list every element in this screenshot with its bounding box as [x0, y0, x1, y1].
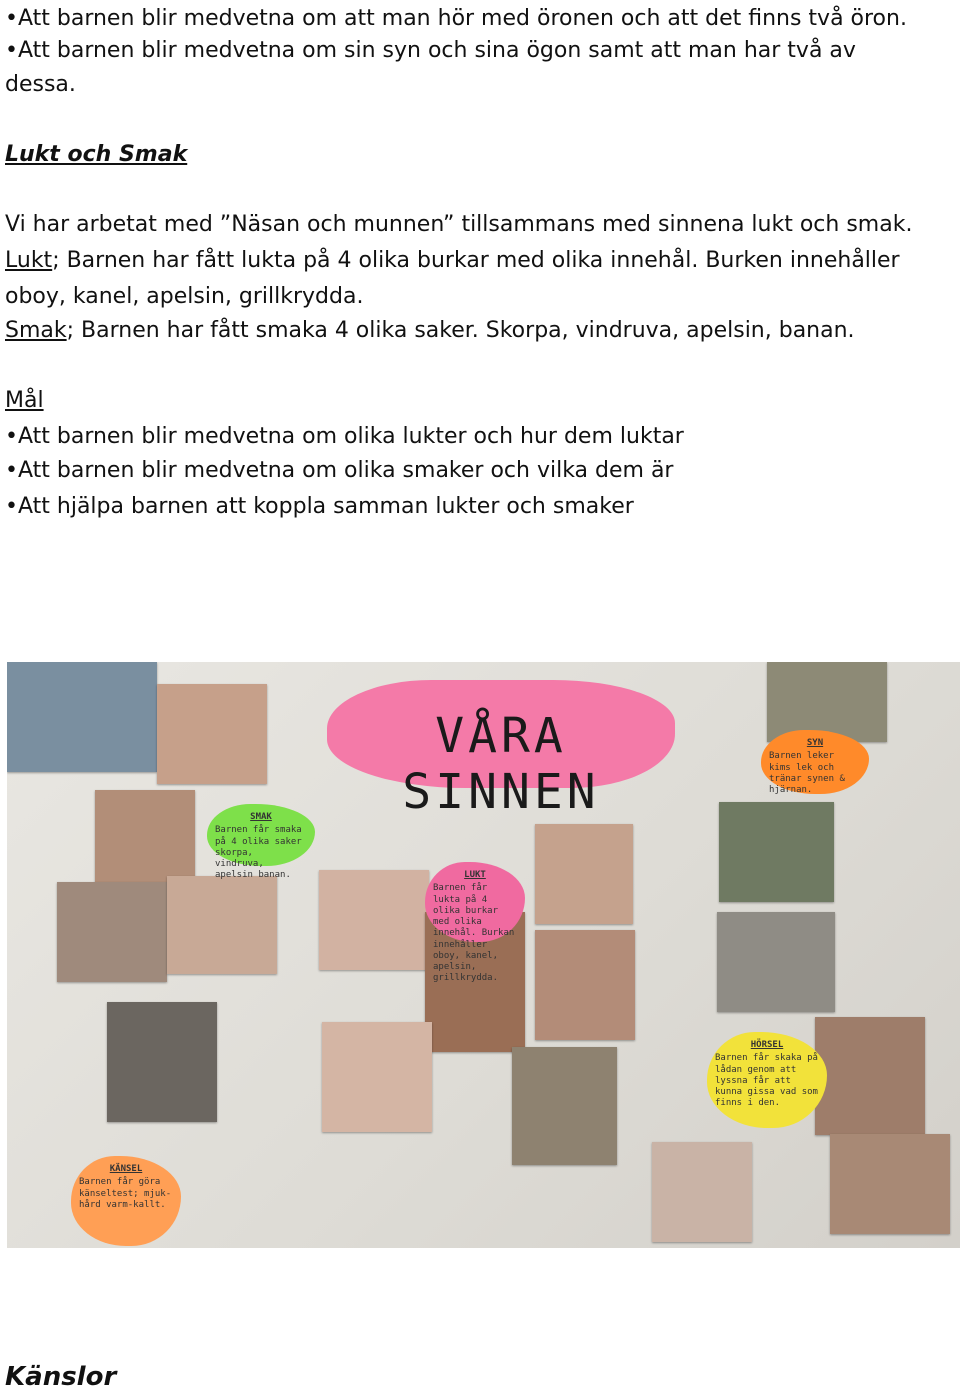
photo-children [167, 876, 277, 974]
kansel-note-text: Barnen får göra känseltest; mjuk-hård varm-kallt. [79, 1177, 172, 1210]
smak-label: Smak [5, 318, 67, 343]
lukt-note-title: LUKT [464, 870, 486, 880]
lukt-text: ; Barnen har fått lukta på 4 olika burkar med olika innehål. Burken innehåller [52, 248, 900, 273]
photo-children [719, 802, 834, 902]
photo-children [95, 790, 195, 890]
lukt-paragraph [5, 248, 900, 273]
photo-children [157, 684, 267, 784]
smak-note-text: Barnen får smaka på 4 olika saker skorpa, vindruva, apelsin banan. [215, 825, 302, 881]
poster-photo [7, 662, 960, 1248]
horsel-note-text: Barnen får skaka på lådan genom att lyssna får att kunna gissa vad som finns i den. [715, 1053, 818, 1109]
kansel-note-title: KÄNSEL [109, 1164, 143, 1174]
horsel-note-title: HÖRSEL [750, 1040, 784, 1050]
syn-note [761, 730, 869, 794]
syn-note-title: SYN [806, 738, 824, 748]
goal-3: •Att hjälpa barnen att koppla samman lukter och smaker [5, 494, 634, 519]
lukt-label: Lukt [5, 248, 53, 273]
photo-children [535, 824, 633, 924]
lukt-note [425, 862, 525, 984]
heading-lukt-och-smak: Lukt och Smak [5, 142, 188, 167]
photo-children [830, 1134, 950, 1234]
smak-text: ; Barnen har fått smaka 4 olika saker. Skorpa, vindruva, apelsin, banan. [66, 318, 855, 343]
kansel-note [71, 1156, 181, 1246]
lukt-paragraph-cont: oboy, kanel, apelsin, grillkrydda. [5, 284, 364, 309]
photo-children [107, 1002, 217, 1122]
photo-children [7, 662, 157, 772]
photo-children [57, 882, 167, 982]
poster-title: VÅRA SINNEN [402, 708, 600, 820]
heading-kanslor: Känslor [5, 1362, 117, 1392]
lukt-note-text: Barnen får lukta på 4 olika burkar med olika innehål. Burkan innehåller oboy, kanel, apelsin, grillkrydda. [433, 883, 515, 984]
horsel-note [707, 1032, 827, 1128]
photo-children [652, 1142, 752, 1242]
smak-note [207, 804, 315, 881]
bullet-line-2: •Att barnen blir medvetna om sin syn och sina ögon samt att man har två av [5, 38, 856, 63]
photo-children [767, 662, 887, 742]
smak-paragraph [5, 318, 855, 343]
mal-heading: Mål [5, 388, 44, 413]
photo-children [535, 930, 635, 1040]
photo-children [717, 912, 835, 1012]
syn-note-text: Barnen leker kims lek och tränar synen & hjärnan. [769, 751, 845, 795]
intro-paragraph: Vi har arbetat med ”Näsan och munnen” tillsammans med sinnena lukt och smak. [5, 212, 913, 237]
bullet-line-2-cont: dessa. [5, 72, 76, 97]
bullet-line-1: •Att barnen blir medvetna om att man hör med öronen och att det finns två öron. [5, 6, 907, 31]
smak-note-title: SMAK [250, 812, 272, 822]
photo-children [322, 1022, 432, 1132]
photo-children [319, 870, 429, 970]
goal-1: •Att barnen blir medvetna om olika lukter och hur dem luktar [5, 424, 684, 449]
goal-2: •Att barnen blir medvetna om olika smaker och vilka dem är [5, 458, 674, 483]
photo-children [512, 1047, 617, 1165]
photo-children [815, 1017, 925, 1135]
poster-title-blob [327, 680, 675, 820]
